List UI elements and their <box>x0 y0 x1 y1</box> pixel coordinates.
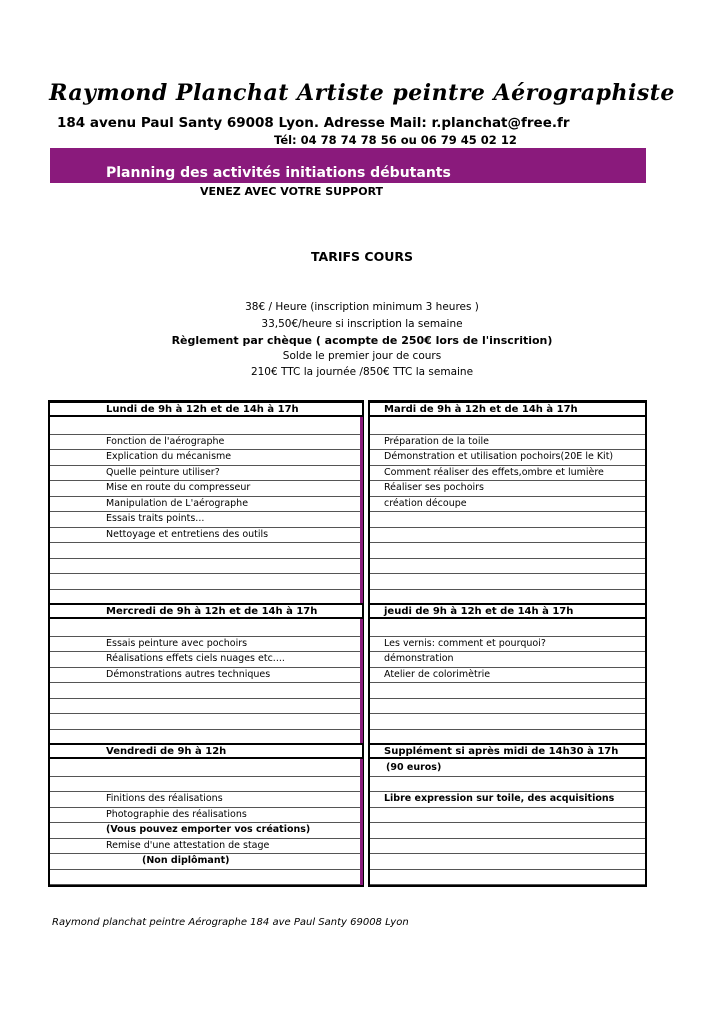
phone-line: Tél: 04 78 74 78 56 ou 06 79 45 02 12 <box>274 133 517 147</box>
vendredi-item: Finitions des réalisations <box>106 793 223 804</box>
column-divider <box>360 402 363 885</box>
tarif-line: 33,50€/heure si inscription la semaine <box>261 318 463 330</box>
tarif-line: 210€ TTC la journée /850€ TTC la semaine <box>250 366 474 378</box>
lundi-item: Nettoyage et entretiens des outils <box>106 528 269 540</box>
tarif-line: 38€ / Heure (inscription minimum 3 heures ) <box>245 301 479 313</box>
mercredi-item: Démonstrations autres techniques <box>106 668 271 680</box>
supplement-item: Libre expression sur toile, des acquisitions <box>384 793 615 804</box>
jeudi-item: Les vernis: comment et pourquoi? <box>384 637 546 649</box>
lundi-item: Quelle peinture utiliser? <box>106 466 220 478</box>
mardi-item: création découpe <box>384 497 467 509</box>
lundi-header: Lundi de 9h à 12h et de 14h à 17h <box>48 401 364 417</box>
jeudi-header: jeudi de 9h à 12h et de 14h à 17h <box>368 603 647 619</box>
mardi-item: Réaliser ses pochoirs <box>384 482 484 493</box>
banner-text: Planning des activités initiations débutants <box>106 165 451 181</box>
vendredi-header: Vendredi de 9h à 12h <box>48 743 364 759</box>
tarif-line: Règlement par chèque ( acompte de 250€ lors de l'inscrition) <box>171 334 553 347</box>
address-line: 184 avenu Paul Santy 69008 Lyon. Adresse Mail: r.planchat@free.fr <box>57 115 570 131</box>
lundi-item: Fonction de l'aérographe <box>106 435 225 447</box>
page-title: Raymond Planchat Artiste peintre Aérographiste <box>49 80 675 106</box>
schedule-left-column <box>48 400 364 887</box>
vendredi-item: (Vous pouvez emporter vos créations) <box>106 824 311 835</box>
vendredi-item: Photographie des réalisations <box>106 808 247 820</box>
mardi-item: Comment réaliser des effets,ombre et lumière <box>384 466 604 478</box>
mardi-item: Démonstration et utilisation pochoirs(20E le Kit) <box>384 451 614 462</box>
lundi-item: Manipulation de L'aérographe <box>106 497 249 509</box>
mardi-header: Mardi de 9h à 12h et de 14h à 17h <box>368 401 647 417</box>
supplement-header: Supplément si après midi de 14h30 à 17h <box>368 743 647 759</box>
mercredi-item: Essais peinture avec pochoirs <box>106 637 248 649</box>
lundi-item: Explication du mécanisme <box>106 451 232 462</box>
mardi-item: Préparation de la toile <box>384 435 489 447</box>
tarifs-title: TARIFS COURS <box>311 249 413 264</box>
lundi-item: Essais traits points... <box>106 513 205 524</box>
vendredi-item: Remise d'une attestation de stage <box>106 839 270 851</box>
mercredi-header: Mercredi de 9h à 12h et de 14h à 17h <box>48 603 364 619</box>
vendredi-item: (Non diplômant) <box>142 855 230 866</box>
jeudi-item: démonstration <box>384 653 454 664</box>
support-note: VENEZ AVEC VOTRE SUPPORT <box>200 185 384 198</box>
tarif-line: Solde le premier jour de cours <box>282 350 442 362</box>
lundi-item: Mise en route du compresseur <box>106 482 251 493</box>
jeudi-item: Atelier de colorimètrie <box>384 668 491 680</box>
mercredi-item: Réalisations effets ciels nuages etc.... <box>106 653 285 664</box>
supplement-price: (90 euros) <box>386 762 442 773</box>
schedule-right-column <box>368 400 647 887</box>
footer: Raymond planchat peintre Aérographe 184 ave Paul Santy 69008 Lyon <box>52 917 409 928</box>
